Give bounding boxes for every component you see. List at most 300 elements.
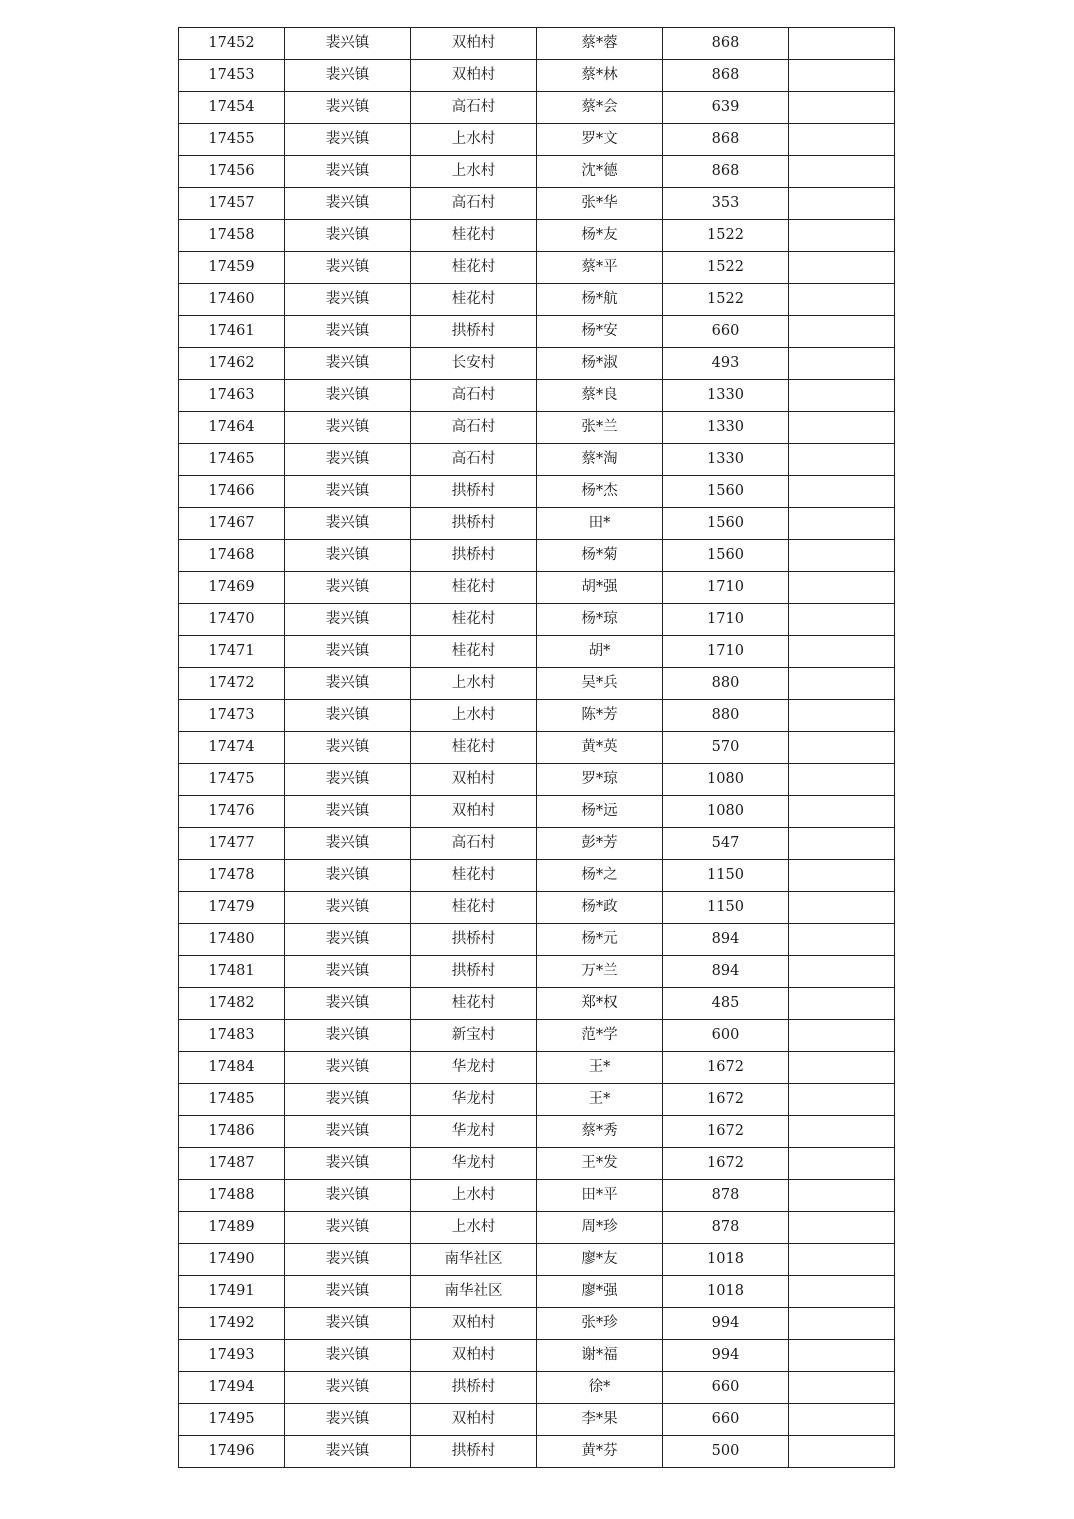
note-cell	[789, 796, 895, 828]
name-cell: 范*学	[537, 1020, 663, 1052]
name-cell: 杨*政	[537, 892, 663, 924]
row-number-cell: 17462	[179, 348, 285, 380]
table-row	[179, 412, 895, 444]
amount-cell: 894	[663, 924, 789, 956]
note-cell	[789, 1276, 895, 1308]
village-cell: 上水村	[411, 1180, 537, 1212]
village-cell: 南华社区	[411, 1276, 537, 1308]
village-cell: 桂花村	[411, 732, 537, 764]
row-number-cell: 17491	[179, 1276, 285, 1308]
note-cell	[789, 604, 895, 636]
amount-cell: 868	[663, 156, 789, 188]
amount-cell: 1672	[663, 1084, 789, 1116]
village-cell: 高石村	[411, 92, 537, 124]
name-cell: 李*果	[537, 1404, 663, 1436]
row-number-cell: 17490	[179, 1244, 285, 1276]
table-row	[179, 988, 895, 1020]
row-number-cell: 17465	[179, 444, 285, 476]
note-cell	[789, 476, 895, 508]
table-row	[179, 156, 895, 188]
row-number-cell: 17481	[179, 956, 285, 988]
table-row	[179, 1340, 895, 1372]
note-cell	[789, 508, 895, 540]
note-cell	[789, 1308, 895, 1340]
village-cell: 桂花村	[411, 604, 537, 636]
town-cell: 裴兴镇	[285, 412, 411, 444]
town-cell: 裴兴镇	[285, 1340, 411, 1372]
row-number-cell: 17471	[179, 636, 285, 668]
town-cell: 裴兴镇	[285, 1308, 411, 1340]
table-row	[179, 700, 895, 732]
name-cell: 廖*强	[537, 1276, 663, 1308]
note-cell	[789, 540, 895, 572]
name-cell: 徐*	[537, 1372, 663, 1404]
table-row	[179, 444, 895, 476]
town-cell: 裴兴镇	[285, 1212, 411, 1244]
note-cell	[789, 924, 895, 956]
name-cell: 田*	[537, 508, 663, 540]
table-row	[179, 924, 895, 956]
row-number-cell: 17453	[179, 60, 285, 92]
amount-cell: 868	[663, 124, 789, 156]
amount-cell: 547	[663, 828, 789, 860]
village-cell: 桂花村	[411, 860, 537, 892]
town-cell: 裴兴镇	[285, 828, 411, 860]
village-cell: 上水村	[411, 156, 537, 188]
row-number-cell: 17492	[179, 1308, 285, 1340]
amount-cell: 1330	[663, 444, 789, 476]
amount-cell: 500	[663, 1436, 789, 1468]
note-cell	[789, 764, 895, 796]
name-cell: 黄*芬	[537, 1436, 663, 1468]
note-cell	[789, 220, 895, 252]
name-cell: 彭*芳	[537, 828, 663, 860]
note-cell	[789, 1244, 895, 1276]
note-cell	[789, 124, 895, 156]
amount-cell: 880	[663, 668, 789, 700]
amount-cell: 1710	[663, 636, 789, 668]
name-cell: 杨*琼	[537, 604, 663, 636]
row-number-cell: 17479	[179, 892, 285, 924]
table-row	[179, 476, 895, 508]
town-cell: 裴兴镇	[285, 476, 411, 508]
village-cell: 双柏村	[411, 796, 537, 828]
town-cell: 裴兴镇	[285, 284, 411, 316]
village-cell: 双柏村	[411, 764, 537, 796]
town-cell: 裴兴镇	[285, 124, 411, 156]
table-row	[179, 1116, 895, 1148]
town-cell: 裴兴镇	[285, 252, 411, 284]
note-cell	[789, 412, 895, 444]
row-number-cell: 17470	[179, 604, 285, 636]
village-cell: 华龙村	[411, 1148, 537, 1180]
row-number-cell: 17461	[179, 316, 285, 348]
note-cell	[789, 348, 895, 380]
village-cell: 双柏村	[411, 1308, 537, 1340]
amount-cell: 878	[663, 1212, 789, 1244]
amount-cell: 1080	[663, 796, 789, 828]
note-cell	[789, 1052, 895, 1084]
town-cell: 裴兴镇	[285, 1372, 411, 1404]
table-row	[179, 892, 895, 924]
table-row	[179, 1084, 895, 1116]
name-cell: 杨*远	[537, 796, 663, 828]
note-cell	[789, 1180, 895, 1212]
village-cell: 上水村	[411, 1212, 537, 1244]
amount-cell: 353	[663, 188, 789, 220]
village-cell: 拱桥村	[411, 476, 537, 508]
amount-cell: 1080	[663, 764, 789, 796]
name-cell: 蔡*平	[537, 252, 663, 284]
row-number-cell: 17476	[179, 796, 285, 828]
name-cell: 张*兰	[537, 412, 663, 444]
table-row	[179, 1436, 895, 1468]
town-cell: 裴兴镇	[285, 1244, 411, 1276]
name-cell: 罗*文	[537, 124, 663, 156]
name-cell: 杨*淑	[537, 348, 663, 380]
note-cell	[789, 1404, 895, 1436]
note-cell	[789, 1212, 895, 1244]
table-row	[179, 668, 895, 700]
town-cell: 裴兴镇	[285, 1404, 411, 1436]
name-cell: 杨*元	[537, 924, 663, 956]
row-number-cell: 17496	[179, 1436, 285, 1468]
amount-cell: 1150	[663, 892, 789, 924]
table-body	[179, 28, 895, 1468]
village-cell: 桂花村	[411, 220, 537, 252]
note-cell	[789, 892, 895, 924]
town-cell: 裴兴镇	[285, 956, 411, 988]
table-row	[179, 28, 895, 60]
row-number-cell: 17487	[179, 1148, 285, 1180]
amount-cell: 660	[663, 316, 789, 348]
name-cell: 胡*	[537, 636, 663, 668]
town-cell: 裴兴镇	[285, 60, 411, 92]
row-number-cell: 17473	[179, 700, 285, 732]
town-cell: 裴兴镇	[285, 1148, 411, 1180]
note-cell	[789, 316, 895, 348]
name-cell: 张*华	[537, 188, 663, 220]
table-row	[179, 220, 895, 252]
name-cell: 陈*芳	[537, 700, 663, 732]
town-cell: 裴兴镇	[285, 1436, 411, 1468]
town-cell: 裴兴镇	[285, 572, 411, 604]
table-row	[179, 1212, 895, 1244]
amount-cell: 639	[663, 92, 789, 124]
name-cell: 杨*航	[537, 284, 663, 316]
table-row	[179, 636, 895, 668]
name-cell: 蔡*秀	[537, 1116, 663, 1148]
town-cell: 裴兴镇	[285, 1116, 411, 1148]
amount-cell: 660	[663, 1404, 789, 1436]
row-number-cell: 17472	[179, 668, 285, 700]
village-cell: 上水村	[411, 668, 537, 700]
amount-cell: 878	[663, 1180, 789, 1212]
table-row	[179, 540, 895, 572]
note-cell	[789, 252, 895, 284]
table-row	[179, 1148, 895, 1180]
table-row	[179, 796, 895, 828]
note-cell	[789, 284, 895, 316]
town-cell: 裴兴镇	[285, 188, 411, 220]
village-cell: 上水村	[411, 124, 537, 156]
table-row	[179, 1404, 895, 1436]
table-row	[179, 1244, 895, 1276]
table-row	[179, 284, 895, 316]
amount-cell: 868	[663, 60, 789, 92]
table-row	[179, 1276, 895, 1308]
village-cell: 拱桥村	[411, 540, 537, 572]
amount-cell: 868	[663, 28, 789, 60]
town-cell: 裴兴镇	[285, 348, 411, 380]
amount-cell: 1522	[663, 220, 789, 252]
amount-cell: 660	[663, 1372, 789, 1404]
note-cell	[789, 956, 895, 988]
name-cell: 蔡*会	[537, 92, 663, 124]
amount-cell: 1710	[663, 572, 789, 604]
note-cell	[789, 1020, 895, 1052]
table-row	[179, 1020, 895, 1052]
town-cell: 裴兴镇	[285, 540, 411, 572]
town-cell: 裴兴镇	[285, 1020, 411, 1052]
amount-cell: 894	[663, 956, 789, 988]
table-row	[179, 572, 895, 604]
note-cell	[789, 156, 895, 188]
village-cell: 南华社区	[411, 1244, 537, 1276]
amount-cell: 994	[663, 1340, 789, 1372]
amount-cell: 493	[663, 348, 789, 380]
village-cell: 桂花村	[411, 572, 537, 604]
row-number-cell: 17459	[179, 252, 285, 284]
table-row	[179, 732, 895, 764]
name-cell: 胡*强	[537, 572, 663, 604]
name-cell: 杨*之	[537, 860, 663, 892]
row-number-cell: 17480	[179, 924, 285, 956]
table-row	[179, 380, 895, 412]
name-cell: 杨*友	[537, 220, 663, 252]
town-cell: 裴兴镇	[285, 1276, 411, 1308]
name-cell: 吴*兵	[537, 668, 663, 700]
note-cell	[789, 700, 895, 732]
table-row	[179, 604, 895, 636]
town-cell: 裴兴镇	[285, 316, 411, 348]
amount-cell: 1330	[663, 380, 789, 412]
town-cell: 裴兴镇	[285, 700, 411, 732]
town-cell: 裴兴镇	[285, 220, 411, 252]
name-cell: 周*珍	[537, 1212, 663, 1244]
subsidy-table	[178, 27, 895, 1468]
name-cell: 廖*友	[537, 1244, 663, 1276]
table-row	[179, 1372, 895, 1404]
village-cell: 双柏村	[411, 60, 537, 92]
table-row	[179, 956, 895, 988]
note-cell	[789, 1340, 895, 1372]
row-number-cell: 17484	[179, 1052, 285, 1084]
row-number-cell: 17452	[179, 28, 285, 60]
town-cell: 裴兴镇	[285, 732, 411, 764]
note-cell	[789, 188, 895, 220]
village-cell: 高石村	[411, 444, 537, 476]
amount-cell: 1672	[663, 1116, 789, 1148]
town-cell: 裴兴镇	[285, 892, 411, 924]
table-row	[179, 60, 895, 92]
note-cell	[789, 444, 895, 476]
village-cell: 拱桥村	[411, 1436, 537, 1468]
name-cell: 蔡*良	[537, 380, 663, 412]
note-cell	[789, 636, 895, 668]
note-cell	[789, 1436, 895, 1468]
name-cell: 蔡*淘	[537, 444, 663, 476]
village-cell: 华龙村	[411, 1084, 537, 1116]
row-number-cell: 17493	[179, 1340, 285, 1372]
table-row	[179, 92, 895, 124]
village-cell: 上水村	[411, 700, 537, 732]
name-cell: 罗*琼	[537, 764, 663, 796]
amount-cell: 1560	[663, 476, 789, 508]
row-number-cell: 17454	[179, 92, 285, 124]
village-cell: 双柏村	[411, 1340, 537, 1372]
amount-cell: 1018	[663, 1244, 789, 1276]
amount-cell: 1150	[663, 860, 789, 892]
amount-cell: 1522	[663, 252, 789, 284]
village-cell: 高石村	[411, 188, 537, 220]
town-cell: 裴兴镇	[285, 668, 411, 700]
town-cell: 裴兴镇	[285, 1180, 411, 1212]
amount-cell: 1330	[663, 412, 789, 444]
row-number-cell: 17469	[179, 572, 285, 604]
town-cell: 裴兴镇	[285, 860, 411, 892]
table-row	[179, 124, 895, 156]
row-number-cell: 17458	[179, 220, 285, 252]
row-number-cell: 17460	[179, 284, 285, 316]
village-cell: 华龙村	[411, 1052, 537, 1084]
town-cell: 裴兴镇	[285, 1084, 411, 1116]
table-row	[179, 1308, 895, 1340]
row-number-cell: 17478	[179, 860, 285, 892]
amount-cell: 1672	[663, 1052, 789, 1084]
amount-cell: 880	[663, 700, 789, 732]
name-cell: 蔡*林	[537, 60, 663, 92]
note-cell	[789, 28, 895, 60]
note-cell	[789, 60, 895, 92]
row-number-cell: 17466	[179, 476, 285, 508]
row-number-cell: 17455	[179, 124, 285, 156]
table-row	[179, 252, 895, 284]
town-cell: 裴兴镇	[285, 156, 411, 188]
row-number-cell: 17482	[179, 988, 285, 1020]
town-cell: 裴兴镇	[285, 924, 411, 956]
row-number-cell: 17486	[179, 1116, 285, 1148]
row-number-cell: 17467	[179, 508, 285, 540]
note-cell	[789, 1084, 895, 1116]
table-row	[179, 348, 895, 380]
name-cell: 杨*安	[537, 316, 663, 348]
town-cell: 裴兴镇	[285, 636, 411, 668]
note-cell	[789, 732, 895, 764]
town-cell: 裴兴镇	[285, 1052, 411, 1084]
table-row	[179, 860, 895, 892]
town-cell: 裴兴镇	[285, 508, 411, 540]
town-cell: 裴兴镇	[285, 988, 411, 1020]
amount-cell: 1672	[663, 1148, 789, 1180]
row-number-cell: 17464	[179, 412, 285, 444]
note-cell	[789, 1116, 895, 1148]
village-cell: 桂花村	[411, 284, 537, 316]
table-row	[179, 1180, 895, 1212]
village-cell: 高石村	[411, 412, 537, 444]
table-row	[179, 828, 895, 860]
table-row	[179, 316, 895, 348]
village-cell: 双柏村	[411, 28, 537, 60]
note-cell	[789, 1148, 895, 1180]
name-cell: 蔡*蓉	[537, 28, 663, 60]
name-cell: 王*	[537, 1052, 663, 1084]
village-cell: 桂花村	[411, 892, 537, 924]
amount-cell: 1710	[663, 604, 789, 636]
name-cell: 杨*菊	[537, 540, 663, 572]
name-cell: 郑*权	[537, 988, 663, 1020]
amount-cell: 1560	[663, 508, 789, 540]
note-cell	[789, 668, 895, 700]
name-cell: 万*兰	[537, 956, 663, 988]
town-cell: 裴兴镇	[285, 380, 411, 412]
table-row	[179, 1052, 895, 1084]
village-cell: 双柏村	[411, 1404, 537, 1436]
note-cell	[789, 860, 895, 892]
row-number-cell: 17457	[179, 188, 285, 220]
table-row	[179, 508, 895, 540]
amount-cell: 485	[663, 988, 789, 1020]
note-cell	[789, 572, 895, 604]
town-cell: 裴兴镇	[285, 92, 411, 124]
note-cell	[789, 988, 895, 1020]
row-number-cell: 17494	[179, 1372, 285, 1404]
row-number-cell: 17477	[179, 828, 285, 860]
table-row	[179, 764, 895, 796]
row-number-cell: 17489	[179, 1212, 285, 1244]
village-cell: 拱桥村	[411, 956, 537, 988]
village-cell: 拱桥村	[411, 1372, 537, 1404]
village-cell: 华龙村	[411, 1116, 537, 1148]
row-number-cell: 17475	[179, 764, 285, 796]
row-number-cell: 17495	[179, 1404, 285, 1436]
village-cell: 长安村	[411, 348, 537, 380]
village-cell: 拱桥村	[411, 508, 537, 540]
name-cell: 杨*杰	[537, 476, 663, 508]
town-cell: 裴兴镇	[285, 764, 411, 796]
name-cell: 谢*福	[537, 1340, 663, 1372]
row-number-cell: 17485	[179, 1084, 285, 1116]
row-number-cell: 17483	[179, 1020, 285, 1052]
town-cell: 裴兴镇	[285, 444, 411, 476]
row-number-cell: 17468	[179, 540, 285, 572]
amount-cell: 994	[663, 1308, 789, 1340]
village-cell: 高石村	[411, 828, 537, 860]
note-cell	[789, 380, 895, 412]
name-cell: 张*珍	[537, 1308, 663, 1340]
amount-cell: 1560	[663, 540, 789, 572]
town-cell: 裴兴镇	[285, 796, 411, 828]
note-cell	[789, 92, 895, 124]
note-cell	[789, 1372, 895, 1404]
amount-cell: 600	[663, 1020, 789, 1052]
row-number-cell: 17463	[179, 380, 285, 412]
row-number-cell: 17456	[179, 156, 285, 188]
row-number-cell: 17488	[179, 1180, 285, 1212]
amount-cell: 1018	[663, 1276, 789, 1308]
village-cell: 高石村	[411, 380, 537, 412]
amount-cell: 570	[663, 732, 789, 764]
